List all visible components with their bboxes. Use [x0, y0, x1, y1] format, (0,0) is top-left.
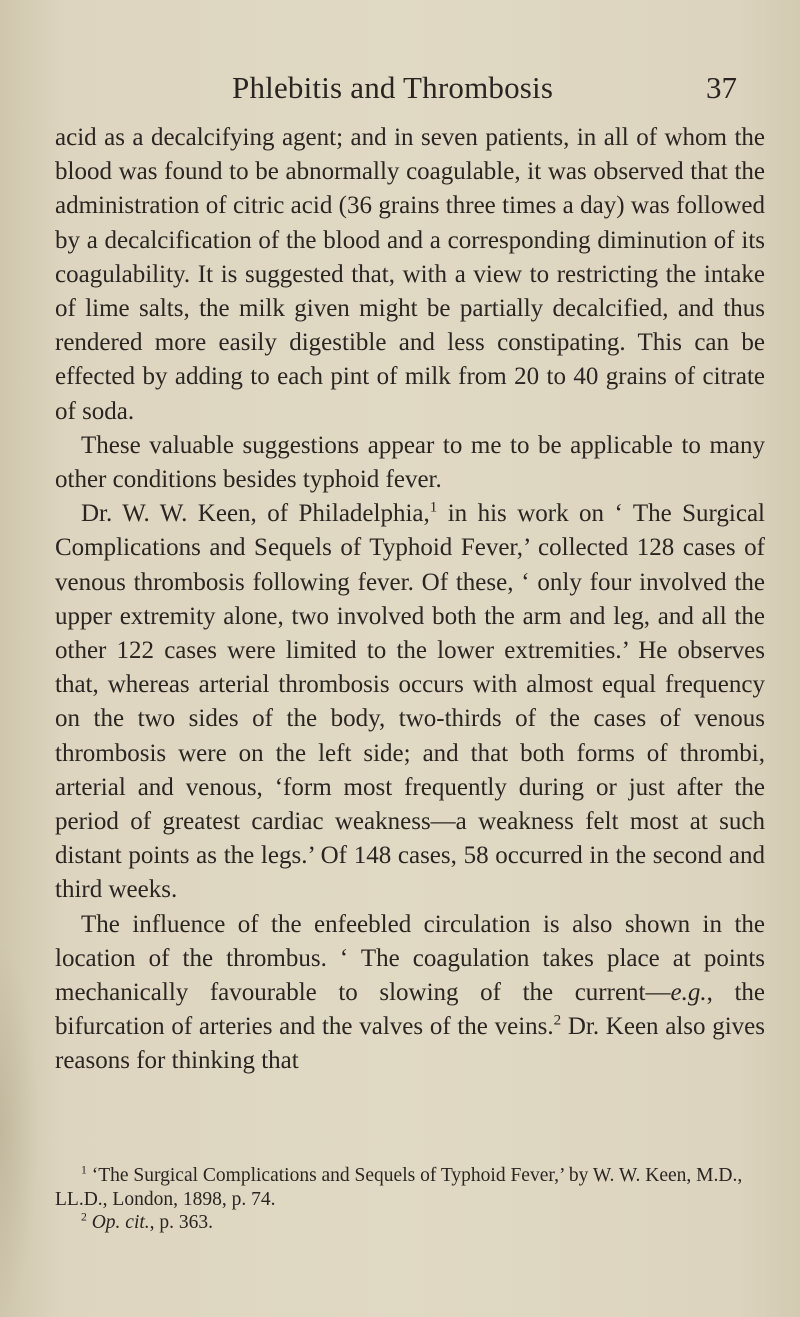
- paragraph-4-middle: , the bifurcation of arteries and the valves of the veins.: [55, 979, 765, 1041]
- footnote-1-mark: 1: [81, 1163, 87, 1177]
- paragraph-3: [55, 497, 765, 907]
- footnote-1: [55, 1164, 765, 1211]
- footnote-2-mark: 2: [81, 1210, 87, 1224]
- paragraph-3-start: Dr. W. W. Keen, of Philadelphia,: [81, 500, 430, 528]
- paragraph-1: acid as a decalcifying agent; and in seven patients, in all of whom the blood was found to be abnormally coagulable, it was observed that the administration of citric acid (36 grains three times a day) was followed by a decalcification of the blood and a corresponding diminution of its coagulability. It is suggested that, with a view to restricting the intake of lime salts, the milk given might be partially decalcified, and thus rendered more easily digestible and less constipating. This can be effected by adding to each pint of milk from 20 to 40 grains of citrate of soda.: [55, 124, 765, 425]
- footnote-2: [55, 1211, 765, 1235]
- paragraph-4-start: The influence of the enfeebled circulation is also shown in the location of the thrombus. ‘ The coagulation takes place at points mechanically favourable to slowing of the current—: [55, 910, 765, 1007]
- page-edge-stain: [0, 940, 40, 1317]
- page-header: [0, 70, 800, 110]
- body-text: [55, 121, 765, 1079]
- footnote-ref-1: 1: [429, 499, 438, 516]
- eg-abbreviation: e.g.: [670, 979, 707, 1007]
- page-number: 37: [706, 70, 737, 105]
- running-title: Phlebitis and Thrombosis: [232, 70, 554, 105]
- footnotes: [55, 1164, 765, 1235]
- paragraph-2: These valuable suggestions appear to me to be applicable to many other conditions besides typhoid fever.: [55, 431, 765, 494]
- paragraph-4-end: Dr. Keen also gives reasons for thinking that: [55, 1013, 765, 1075]
- paragraph-4: [55, 908, 765, 1079]
- footnote-1-text: ‘The Surgical Complications and Sequels of Typhoid Fever,’ by W. W. Keen, M.D., LL.D., London, 1898, p. 74.: [55, 1165, 743, 1210]
- paragraph-3-rest: in his work on ‘ The Surgical Complications and Sequels of Typhoid Fever,’ collected 128 cases of venous thrombosis following fever. Of these, ‘ only four involved the upper extremity alone, two involved both the arm and leg, and all the other 122 cases were limited to the lower extremities.’ He observes that, whereas arterial thrombosis occurs with almost equal frequency on the two sides of the body, two-thirds of the cases of venous thrombosis were on the left side; and that both forms of thrombi, arterial and venous, ‘form most frequently during or just after the period of greatest cardiac weakness—a weakness felt most at such distant points as the legs.’ Of 148 cases, 58 occurred in the second and third weeks.: [55, 500, 765, 904]
- footnote-2-text: , p. 363.: [149, 1212, 214, 1233]
- footnote-ref-2: 2: [553, 1012, 562, 1029]
- footnote-2-op-cit: Op. cit.: [91, 1212, 150, 1233]
